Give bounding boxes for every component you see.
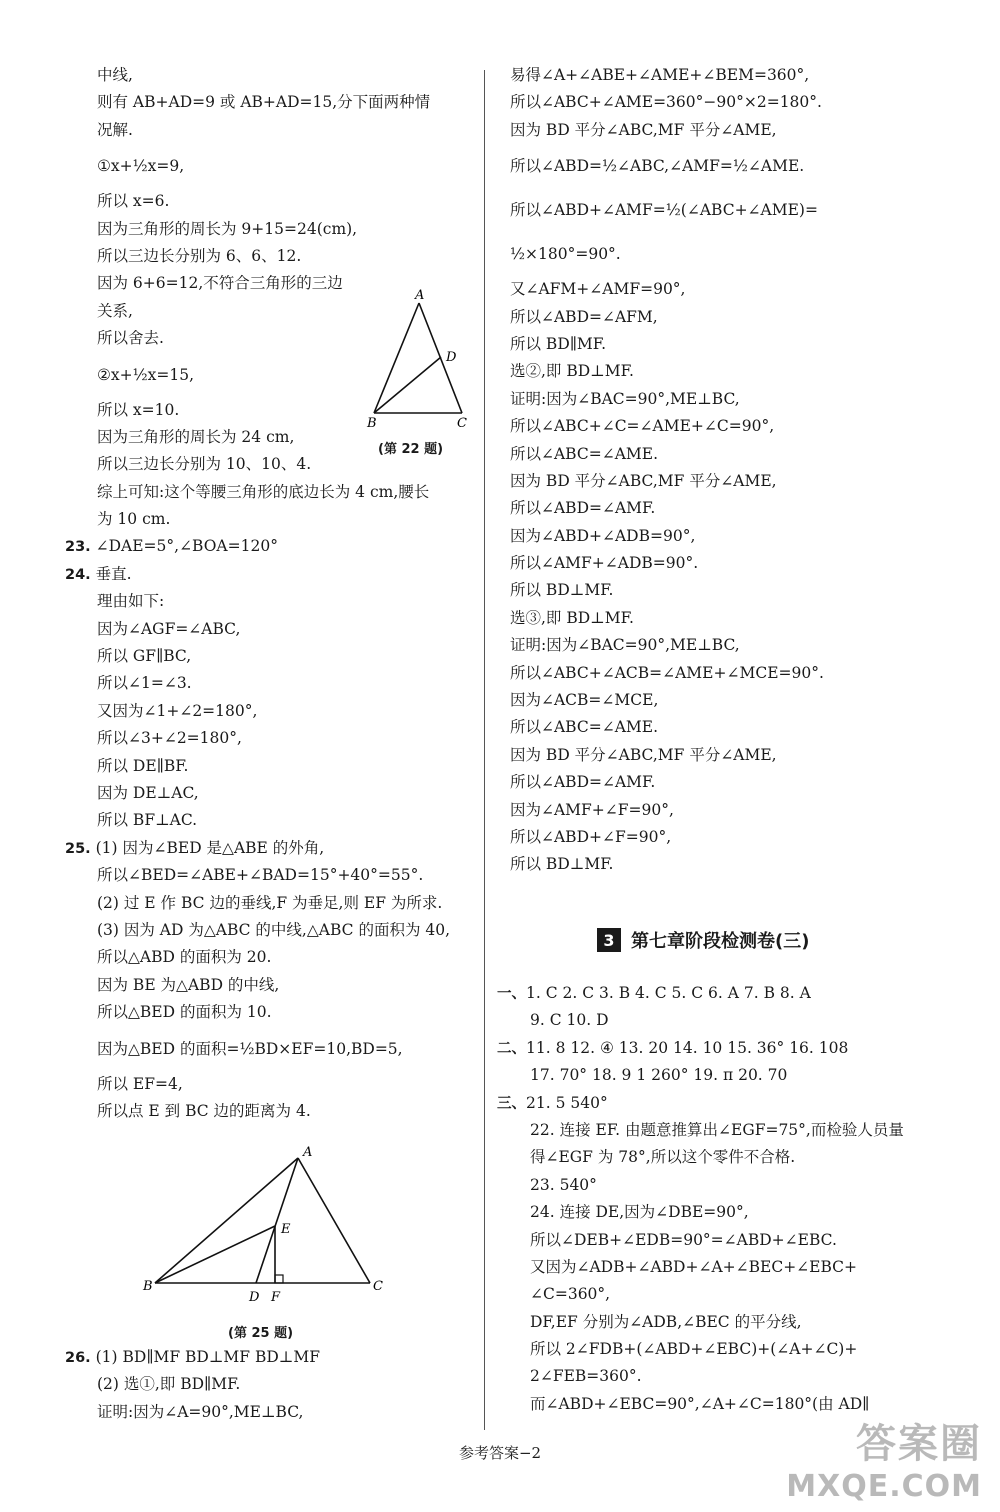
line-text: 选③,即 BD⊥MF. — [510, 608, 634, 627]
text-line — [510, 304, 925, 331]
line-text: DF,EF 分别为∠ADB,∠BEC 的平分线, — [530, 1312, 802, 1331]
question-number: 一、 — [497, 986, 526, 1002]
line-text: 中线, — [97, 66, 133, 84]
line-text: 所以 x=6. — [97, 192, 170, 211]
line-text: ∠DAE=5°,∠BOA=120° — [90, 537, 278, 556]
line-text: 证明:因为∠BAC=90°,ME⊥BC, — [510, 636, 740, 655]
line-text: 22. 连接 EF. 由题意推算出∠EGF=75°,而检验人员量 — [530, 1120, 904, 1139]
line-text: 关系, — [97, 301, 133, 320]
column-divider — [484, 70, 485, 1430]
question-number: 25. — [65, 840, 91, 857]
section-heading — [597, 925, 809, 955]
line-text: 23. 540° — [530, 1175, 597, 1194]
line-text: (1) BD∥MF BD⊥MF BD⊥MF — [90, 1348, 320, 1366]
text-line — [510, 468, 925, 495]
line-text: 所以∠ABC+∠ACB=∠AME+∠MCE=90°. — [510, 663, 824, 682]
answer-key-list — [497, 980, 940, 1418]
section-title: 第七章阶段检测卷(三) — [631, 931, 810, 952]
text-line — [530, 1336, 940, 1363]
text-line — [510, 188, 925, 232]
text-line — [530, 1227, 940, 1254]
line-text: 况解. — [97, 120, 133, 139]
line-text: 则有 AB+AD=9 或 AB+AD=15,分下面两种情 — [97, 93, 431, 112]
watermark-line1: 答案圈 — [856, 1421, 982, 1467]
line-text: 证明:因为∠A=90°,ME⊥BC, — [97, 1402, 304, 1421]
text-line — [97, 698, 482, 725]
text-line — [97, 89, 482, 116]
fig25-label-d: D — [249, 1290, 260, 1305]
text-line — [510, 687, 925, 714]
text-line — [65, 561, 482, 588]
line-text: 所以△BED 的面积为 10. — [97, 1003, 272, 1022]
line-text: 证明:因为∠BAC=90°,ME⊥BC, — [510, 389, 740, 408]
text-line — [510, 358, 925, 385]
text-line — [65, 835, 482, 862]
line-text: 又∠AFM+∠AMF=90°, — [510, 280, 686, 299]
line-text: 9. C 10. D — [530, 1011, 609, 1030]
line-text: ½×180°=90°. — [510, 245, 621, 264]
line-text: 因为∠ABD+∠ADB=90°, — [510, 526, 696, 545]
line-text: 理由如下: — [97, 592, 165, 611]
text-line — [530, 1062, 940, 1089]
fig22-label-d: D — [446, 350, 457, 365]
text-line — [530, 1199, 940, 1226]
text-line — [510, 660, 925, 687]
line-text: 因为 BE 为△ABD 的中线, — [97, 975, 280, 994]
line-text: 2∠FEB=360°. — [530, 1367, 642, 1386]
figure-25-caption: (第 25 题) — [228, 1326, 294, 1341]
text-line — [510, 89, 925, 116]
text-line — [510, 144, 925, 188]
line-text: 所以∠BED=∠ABE+∠BAD=15°+40°=55°. — [97, 866, 424, 885]
text-line — [97, 753, 482, 780]
line-text: 所以∠ABD+∠AMF=½(∠ABC+∠AME)= — [510, 201, 818, 220]
question-number: 三、 — [497, 1095, 526, 1112]
text-line — [97, 1371, 482, 1398]
fig25-right-angle-mark — [275, 1275, 283, 1283]
question-number: 二、 — [497, 1040, 526, 1057]
text-line — [97, 999, 482, 1026]
line-text: 得∠EGF 为 78°,所以这个零件不合格. — [530, 1148, 796, 1167]
text-line — [97, 588, 482, 615]
text-line — [97, 670, 482, 697]
line-text: 选②,即 BD⊥MF. — [510, 362, 634, 381]
text-line — [510, 550, 925, 577]
text-line — [530, 1172, 940, 1199]
fig22-label-b: B — [367, 416, 377, 431]
text-line — [510, 117, 925, 144]
line-text: 所以 BD⊥MF. — [510, 581, 614, 600]
text-line — [510, 769, 925, 796]
line-text: 为 10 cm. — [97, 510, 171, 529]
left-column — [65, 62, 482, 1125]
text-line — [97, 643, 482, 670]
line-text: 因为 BD 平分∠ABC,MF 平分∠AME, — [510, 120, 777, 139]
fig25-side-ac — [298, 1158, 370, 1283]
text-line — [97, 890, 482, 917]
line-text: 所以 DE∥BF. — [97, 756, 189, 775]
line-text: 所以 GF∥BC, — [97, 647, 192, 666]
line-text: 所以∠ABD=∠AMF. — [510, 499, 656, 518]
line-text: 而∠ABD+∠EBC=90°,∠A+∠C=180°(由 AD∥ — [530, 1394, 870, 1413]
line-text: 1. C 2. C 3. B 4. C 5. C 6. A 7. B 8. A — [526, 984, 811, 1002]
watermark-line2: MXQE.COM — [786, 1469, 982, 1504]
text-line — [530, 1363, 940, 1390]
line-text: (2) 选①,即 BD∥MF. — [97, 1375, 241, 1394]
text-line — [497, 980, 940, 1007]
text-line — [97, 188, 482, 215]
text-line — [510, 276, 925, 303]
line-text: 垂直. — [90, 564, 132, 583]
line-text: 24. 连接 DE,因为∠DBE=90°, — [530, 1203, 749, 1222]
text-line — [497, 1090, 940, 1117]
text-line — [97, 944, 482, 971]
text-line — [97, 780, 482, 807]
line-text: 因为 DE⊥AC, — [97, 783, 199, 802]
fig25-label-b: B — [143, 1279, 153, 1294]
figure-22-caption: (第 22 题) — [378, 442, 444, 457]
line-text: 因为∠AMF+∠F=90°, — [510, 800, 674, 819]
line-text: 所以三边长分别为 10、10、4. — [97, 455, 312, 474]
line-text: 所以∠ABD+∠F=90°, — [510, 827, 672, 846]
line-text: ①x+½x=9, — [97, 157, 185, 176]
fig25-label-c: C — [373, 1279, 383, 1294]
text-line — [65, 1344, 482, 1371]
line-text: 因为三角形的周长为 24 cm, — [97, 427, 295, 446]
text-line — [97, 243, 482, 270]
line-text: 又因为∠ADB+∠ABD+∠A+∠BEC+∠EBC+ — [530, 1257, 858, 1276]
line-text: 因为 BD 平分∠ABC,MF 平分∠AME, — [510, 745, 777, 764]
text-line — [510, 605, 925, 632]
line-text: (3) 因为 AD 为△ABC 的中线,△ABC 的面积为 40, — [97, 920, 451, 939]
text-line — [510, 232, 925, 276]
text-line — [97, 862, 482, 889]
line-text: 因为 BD 平分∠ABC,MF 平分∠AME, — [510, 471, 777, 490]
line-text: 又因为∠1+∠2=180°, — [97, 701, 258, 720]
fig22-label-a: A — [415, 288, 425, 303]
text-line — [530, 1254, 940, 1281]
text-line — [97, 616, 482, 643]
line-text: 因为∠ACB=∠MCE, — [510, 691, 659, 710]
line-text: 所以∠3+∠2=180°, — [97, 729, 242, 748]
text-line — [97, 479, 482, 506]
text-line — [97, 807, 482, 834]
line-text: 因为△BED 的面积=½BD×EF=10,BD=5, — [97, 1039, 403, 1058]
text-line — [97, 506, 482, 533]
text-line — [510, 714, 925, 741]
text-line — [510, 577, 925, 604]
fig25-label-a: A — [303, 1145, 313, 1160]
line-text: 所以 EF=4, — [97, 1074, 183, 1093]
text-line — [497, 1035, 940, 1062]
fig25-label-e: E — [281, 1222, 291, 1237]
text-line — [510, 742, 925, 769]
line-text: 所以∠ABC=∠AME. — [510, 718, 658, 737]
text-line — [97, 1027, 482, 1071]
line-text: 所以点 E 到 BC 边的距离为 4. — [97, 1101, 311, 1120]
text-line — [510, 797, 925, 824]
text-line — [510, 824, 925, 851]
line-text: 所以∠ABD=½∠ABC,∠AMF=½∠AME. — [510, 157, 805, 176]
fig22-label-c: C — [457, 416, 467, 431]
text-line — [510, 441, 925, 468]
text-line — [97, 1071, 482, 1098]
text-line — [97, 972, 482, 999]
line-text: 因为三角形的周长为 9+15=24(cm), — [97, 219, 358, 238]
question-number: 23. — [65, 539, 91, 556]
section-number-badge: 3 — [597, 928, 621, 952]
line-text: 所以∠ABC+∠AME=360°−90°×2=180°. — [510, 93, 822, 112]
line-text: 所以△ABD 的面积为 20. — [97, 948, 272, 967]
text-line — [65, 533, 482, 560]
text-line — [97, 1399, 482, 1426]
line-text: 综上可知:这个等腰三角形的底边长为 4 cm,腰长 — [97, 482, 430, 501]
line-text: 因为 6+6=12,不符合三角形的三边 — [97, 274, 343, 293]
line-text: 所以∠AMF+∠ADB=90°. — [510, 554, 699, 573]
text-line — [97, 117, 482, 144]
line-text: 所以∠ABD=∠AFM, — [510, 307, 658, 326]
left-column-bottom — [65, 1344, 482, 1426]
text-line — [97, 1098, 482, 1125]
text-line — [530, 1117, 940, 1144]
fig25-label-f: F — [271, 1290, 281, 1305]
line-text: 所以 BD⊥MF. — [510, 855, 614, 874]
watermark-logo — [786, 1412, 982, 1504]
fig22-side-ab — [374, 303, 419, 413]
page-footer: 参考答案−2 — [458, 1444, 542, 1462]
line-text: 17. 70° 18. 9 1 260° 19. π 20. 70 — [530, 1066, 788, 1085]
line-text: 所以 BD∥MF. — [510, 334, 607, 353]
text-line — [97, 725, 482, 752]
text-line — [97, 216, 482, 243]
line-text: (2) 过 E 作 BC 边的垂线,F 为垂足,则 EF 为所求. — [97, 893, 443, 912]
line-text: 21. 5 540° — [526, 1093, 608, 1112]
fig22-segment-bd — [374, 357, 441, 413]
text-line — [530, 1007, 940, 1034]
line-text: 所以∠ABC+∠C=∠AME+∠C=90°, — [510, 417, 775, 436]
line-text: 所以∠1=∠3. — [97, 674, 192, 693]
right-column — [510, 62, 925, 879]
text-line — [530, 1144, 940, 1171]
text-line — [510, 632, 925, 659]
text-line — [510, 386, 925, 413]
line-text: ∠C=360°, — [530, 1285, 611, 1304]
text-line — [510, 413, 925, 440]
line-text: 所以∠ABC=∠AME. — [510, 444, 658, 463]
text-line — [510, 62, 925, 89]
line-text: 所以 BF⊥AC. — [97, 811, 198, 830]
question-number: 26. — [65, 1350, 91, 1366]
line-text: 所以∠ABD=∠AMF. — [510, 773, 656, 792]
text-line — [510, 495, 925, 522]
text-line — [530, 1281, 940, 1308]
line-text: 所以舍去. — [97, 329, 164, 348]
text-line — [97, 144, 482, 188]
line-text: 11. 8 12. ④ 13. 20 14. 10 15. 36° 16. 108 — [526, 1038, 849, 1057]
text-line — [530, 1309, 940, 1336]
fig25-segment-be — [155, 1226, 275, 1283]
text-line — [510, 851, 925, 878]
question-number: 24. — [65, 566, 91, 583]
line-text: ②x+½x=15, — [97, 365, 195, 384]
line-text: 所以 2∠FDB+(∠ABD+∠EBC)+(∠A+∠C)+ — [530, 1340, 858, 1359]
line-text: 所以∠DEB+∠EDB=90°=∠ABD+∠EBC. — [530, 1230, 837, 1249]
text-line — [510, 523, 925, 550]
text-line — [510, 331, 925, 358]
line-text: 易得∠A+∠ABE+∠AME+∠BEM=360°, — [510, 66, 810, 84]
line-text: 因为∠AGF=∠ABC, — [97, 619, 241, 638]
line-text: 所以三边长分别为 6、6、12. — [97, 246, 302, 265]
figure-22 — [360, 285, 480, 435]
figure-25 — [135, 1138, 395, 1313]
text-line — [97, 917, 482, 944]
text-line — [97, 62, 482, 89]
line-text: 所以 x=10. — [97, 400, 180, 419]
line-text: (1) 因为∠BED 是△ABE 的外角, — [90, 838, 325, 857]
